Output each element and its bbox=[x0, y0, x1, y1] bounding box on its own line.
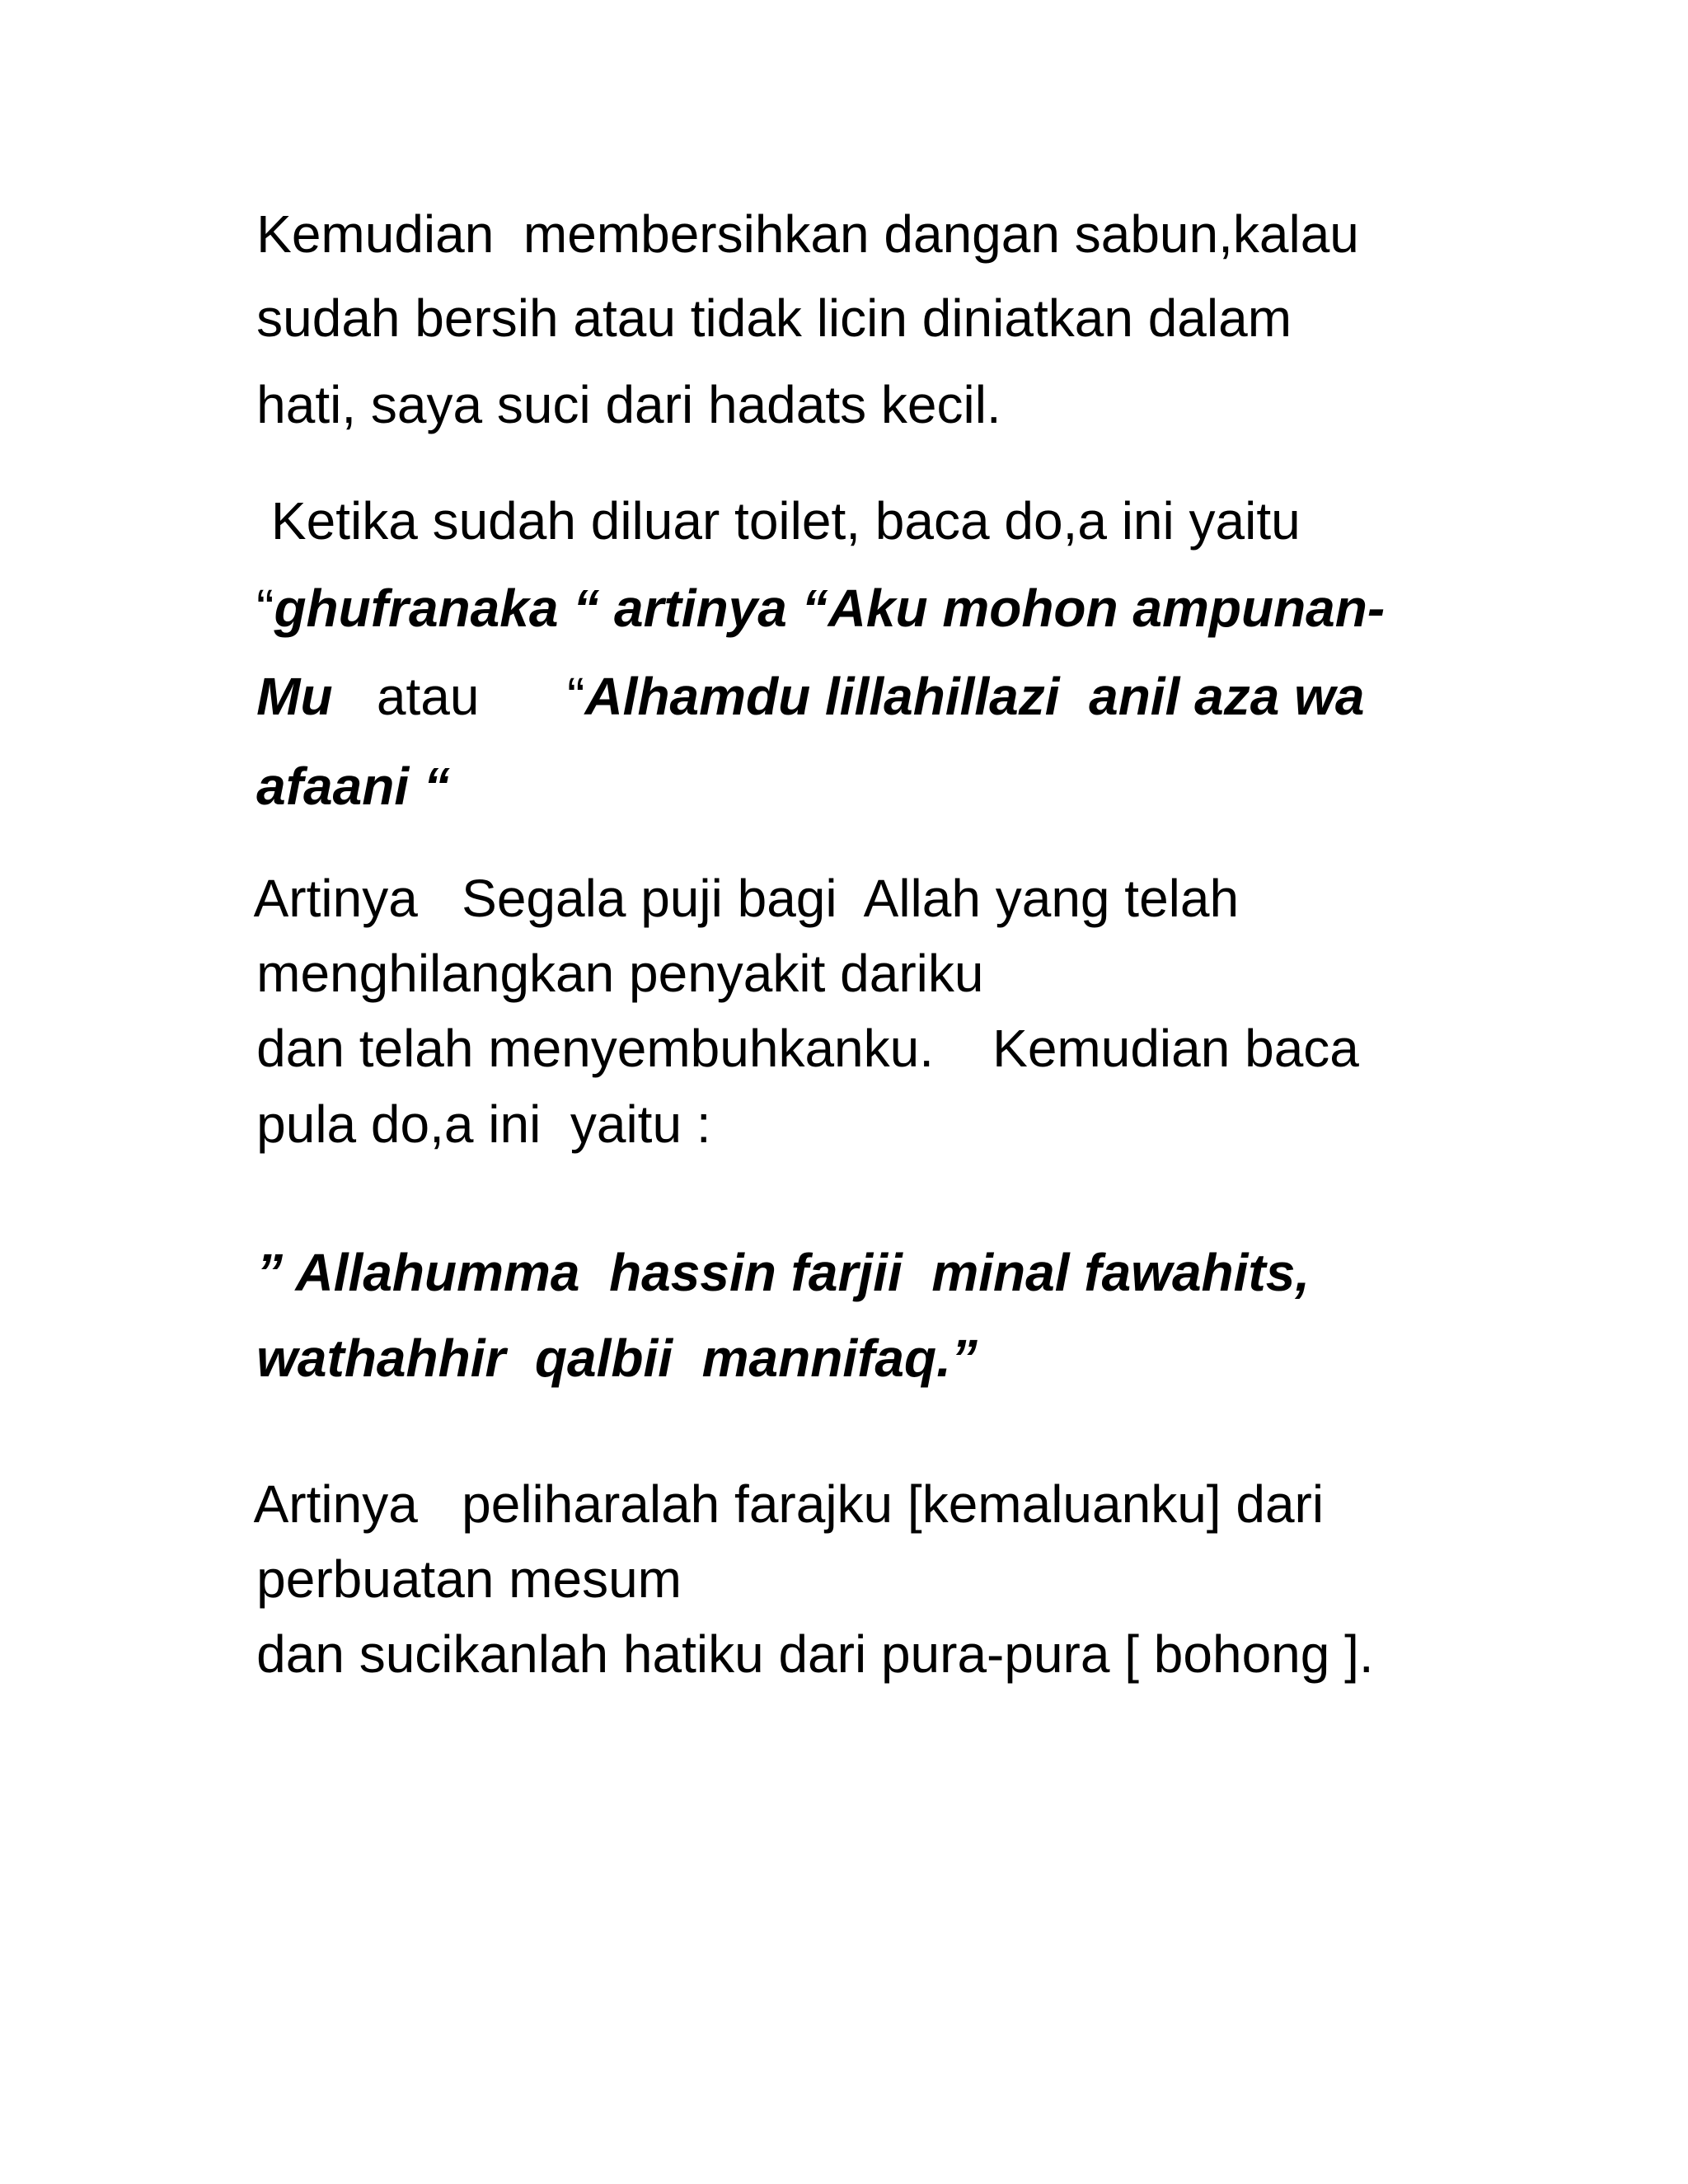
text-line: wathahhir qalbii mannifaq.” bbox=[256, 1329, 978, 1388]
text-line: Artinya peliharalah farajku [kemaluanku] dari bbox=[253, 1474, 1325, 1534]
paragraph-3-line-4 bbox=[198, 1045, 711, 1203]
text-line: dan telah menyembuhkanku. Kemudian baca bbox=[256, 1019, 1359, 1078]
paragraph-4-line-3 bbox=[198, 1575, 1374, 1733]
prayer-alhamdu: Alhamdu lillahillazi anil aza wa bbox=[584, 667, 1365, 726]
text-line: dan sucikanlah hatiku dari pura-pura [ bohong ]. bbox=[256, 1624, 1374, 1684]
text-line: Artinya Segala puji bagi Allah yang telah bbox=[253, 869, 1240, 928]
prayer-ghufranaka: ghufranaka “ artinya “Aku mohon ampunan- bbox=[274, 579, 1386, 638]
open-quote: “ bbox=[256, 579, 274, 638]
text-line: hati, saya suci dari hadats kecil. bbox=[256, 375, 1001, 434]
text-line: perbuatan mesum bbox=[256, 1549, 682, 1609]
text-line: sudah bersih atau tidak licin diniatkan dalam bbox=[256, 288, 1292, 348]
prayer-afaani: afaani “ bbox=[256, 757, 450, 816]
text-line: pula do,a ini yaitu : bbox=[256, 1094, 711, 1154]
text-line: ” Allahumma hassin farjii minal fawahits, bbox=[256, 1243, 1311, 1302]
prayer-allahumma-line-2 bbox=[198, 1279, 978, 1437]
text-atau: atau “ bbox=[332, 667, 585, 726]
prayer-mu: Mu bbox=[256, 667, 333, 726]
text-line: menghilangkan penyakit dariku bbox=[256, 944, 984, 1003]
text-line: Ketika sudah diluar toilet, baca do,a ini yaitu bbox=[256, 491, 1301, 551]
text-line: Kemudian membersihkan dangan sabun,kalau bbox=[256, 204, 1359, 264]
